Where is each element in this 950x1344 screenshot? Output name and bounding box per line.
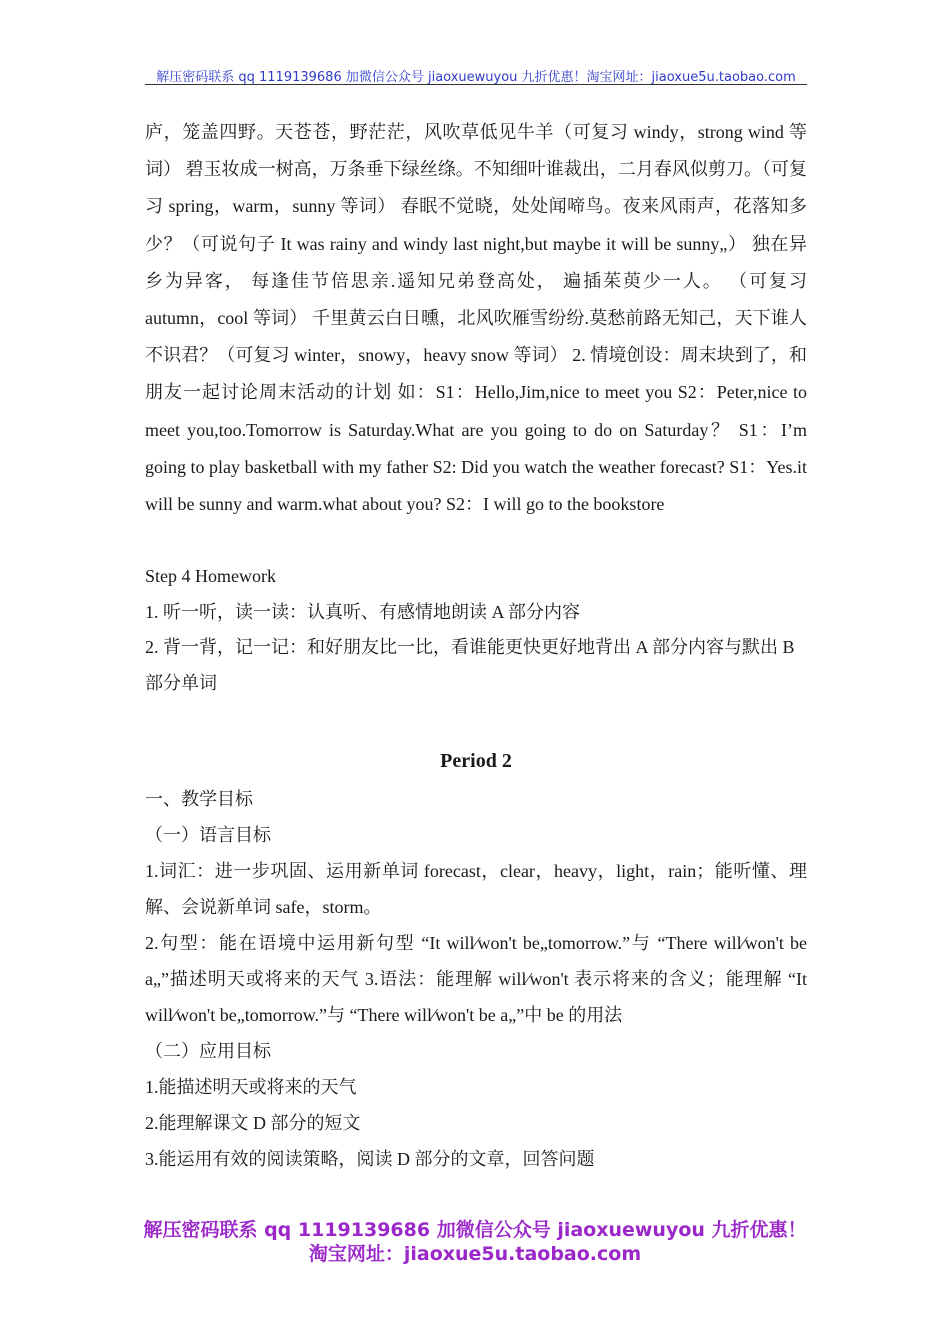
application-goal-3: 3.能运用有效的阅读策略，阅读 D 部分的文章，回答问题 xyxy=(145,1149,595,1170)
application-goal-2: 2.能理解课文 D 部分的短文 xyxy=(145,1113,361,1134)
homework-item-1: 1. 听一听，读一读：认真听、有感情地朗读 A 部分内容 xyxy=(145,601,581,622)
header-divider xyxy=(145,84,807,85)
sentence-pattern-goal: 2.句型：能在语境中运用新句型 “It will⁄won't be„tomorrow.”与 “There will⁄won't be a„”描述明天或将来的天气 3.语法：能理解 will⁄won't 表示将来的含义；能理解 “It will⁄won't be„tomorrow.”与 “There will⁄won't be a„”中 be 的用法 xyxy=(145,933,807,1026)
document-body xyxy=(145,114,807,1177)
section-heading: 一、教学目标 xyxy=(145,789,253,810)
homework-heading: Step 4 Homework xyxy=(145,566,276,587)
homework-section xyxy=(145,559,807,701)
footer-line-2: 淘宝网址：jiaoxue5u.taobao.com xyxy=(308,1243,642,1265)
homework-item-2: 2. 背一背，记一记：和好朋友比一比，看谁能更快更好地背出 A 部分内容与默出 B 部分单词 xyxy=(145,637,795,693)
application-goal-1: 1.能描述明天或将来的天气 xyxy=(145,1077,357,1098)
subsection-application-goals: （二）应用目标 xyxy=(145,1041,271,1062)
footer-line-1: 解压密码联系 qq 1119139686 加微信公众号 jiaoxuewuyou 九折优惠！ xyxy=(143,1219,807,1241)
vocabulary-goal: 1.词汇：进一步巩固、运用新单词 forecast，clear，heavy，light，rain；能听懂、理解、会说新单词 safe，storm。 xyxy=(145,861,807,918)
period-title: Period 2 xyxy=(440,750,512,773)
page-header: 解压密码联系 qq 1119139686 加微信公众号 jiaoxuewuyou 九折优惠！淘宝网址：jiaoxue5u.taobao.com xyxy=(156,70,796,85)
period2-section xyxy=(145,781,807,1177)
intro-paragraph: 庐，笼盖四野。天苍苍，野茫茫，风吹草低见牛羊（可复习 windy，strong wind 等词） 碧玉妆成一树高，万条垂下绿丝绦。不知细叶谁裁出，二月春风似剪刀。（可复习 spring，warm，sunny 等词） 春眠不觉晓，处处闻啼鸟。夜来风雨声，花落知多少？（可说句子 It was rainy and windy last night,but maybe it will be sunny„） 独在异乡为异客， 每逢佳节倍思亲.遥知兄弟登高处， 遍插茱萸少一人。 （可复习 autumn，cool 等词） 千里黄云白日曛，北风吹雁雪纷纷.莫愁前路无知己，天下谁人不识君？（可复习 winter，snowy，heavy snow 等词） 2. 情境创设：周末块到了，和朋友一起讨论周末活动的计划 如：S1：Hello,Jim,nice to meet you S2：Peter,nice to meet you,too.Tomorrow is Saturday.What are you going to do on Saturday？ S1：I’m going to play basketball with my father S2: Did you watch the weather forecast? S1：Yes.it will be sunny and warm.what about you? S2：I will go to the bookstore xyxy=(145,122,807,515)
page-footer xyxy=(100,1218,850,1266)
subsection-language-goals: （一）语言目标 xyxy=(145,825,271,846)
